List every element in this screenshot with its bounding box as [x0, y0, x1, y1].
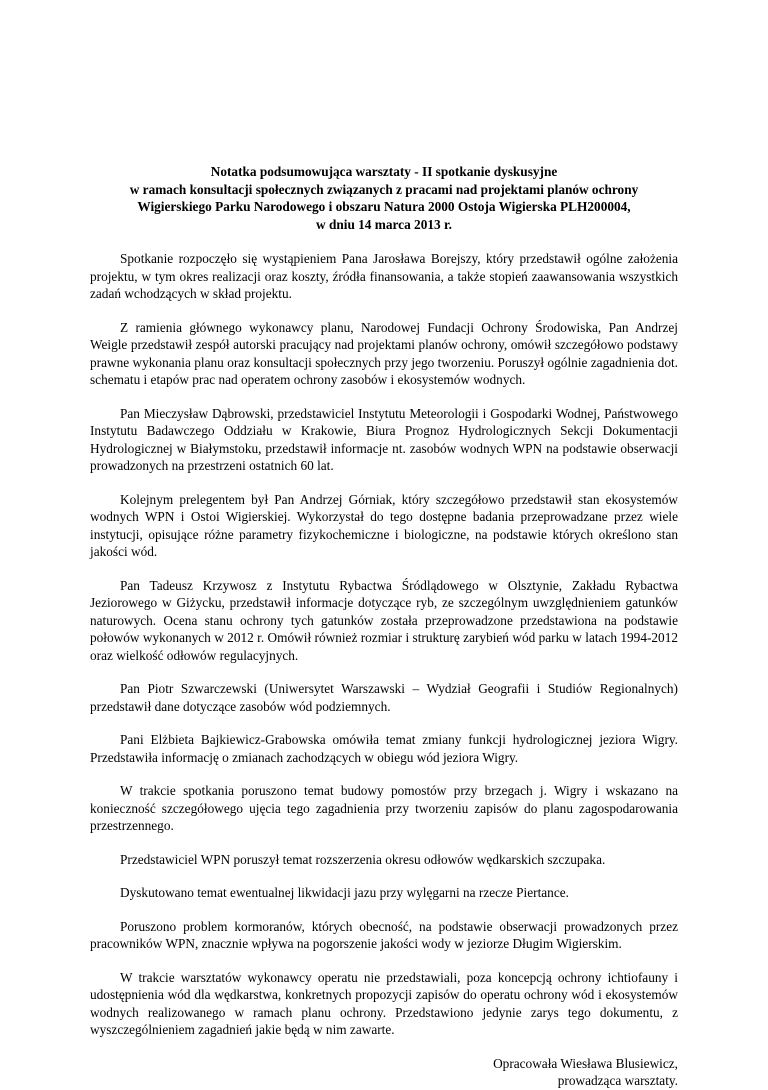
signature-line-2: prowadząca warsztaty. [557, 1073, 678, 1088]
document-page [90, 163, 678, 1090]
signature [90, 1055, 678, 1090]
paragraph-krzywosz: Pan Tadeusz Krzywosz z Instytutu Rybactwa Śródlądowego w Olsztynie, Zakładu Rybactwa Jeziorowego w Giżycku, przedstawił informacje dotyczące ryb, ze szczególnym uwzględnieniem gatunków naturowych. Ocena stanu ochrony tych gatunków została przeprowadzone przedstawiona na podstawie połowów wykonanych w 2012 r. Omówił również rozmiar i strukturę zarybień wód parku w latach 1994-2012 oraz wielkość odłowów regulacyjnych. [90, 577, 678, 663]
paragraph-summary: W trakcie warsztatów wykonawcy operatu nie przedstawiali, poza koncepcją ochrony ichtiofauny i udostępnienia wód dla wędkarstwa, konkretnych propozycji zapisów do operatu ochrony wód i ekosystemów wodnych realizowanego w ramach planu ochrony. Przedstawiono jedynie zarys tego dokumentu, z wyszczególnieniem zagadnień jakie będą w nim zawarte. [90, 969, 678, 1037]
paragraph-bajkiewicz: Pani Elżbieta Bajkiewicz-Grabowska omówiła temat zmiany funkcji hydrologicznej jeziora Wigry. Przedstawiła informację o zmianach zachodzących w obiegu wód jeziora Wigry. [90, 732, 678, 765]
title-line-1: Notatka podsumowująca warsztaty - II spotkanie dyskusyjne [210, 164, 558, 179]
paragraph-jaz: Dyskutowano temat ewentualnej likwidacji jazu przy wylęgarni na rzecze Piertance. [120, 885, 569, 900]
paragraph-szwarczewski: Pan Piotr Szwarczewski (Uniwersytet Warszawski – Wydział Geografii i Studiów Regionalnych) przedstawił dane dotyczące zasobów wód podziemnych. [90, 681, 678, 714]
title-line-2: w ramach konsultacji społecznych związanych z pracami nad projektami planów ochrony [129, 181, 639, 197]
paragraph-kormorany: Poruszono problem kormoranów, których obecność, na podstawie obserwacji prowadzonych przez pracowników WPN, znacznie wpływa na pogorszenie jakości wody w jeziorze Długim Wigierskim. [90, 918, 678, 951]
paragraph-pomosty: W trakcie spotkania poruszono temat budowy pomostów przy brzegach j. Wigry i wskazano na konieczność szczegółowego ujęcia tego zagadnienia przy tworzeniu zapisów do planu zagospodarowania przestrzennego. [90, 783, 678, 833]
paragraph-opening: Spotkanie rozpoczęło się wystąpieniem Pana Jarosława Borejszy, który przedstawił ogólne założenia projektu, w tym okres realizacji oraz koszty, źródła finansowania, a także stopień zaawansowania wszystkich zadań wchodzących w skład projektu. [90, 251, 678, 301]
document-title [90, 163, 678, 233]
signature-line-1: Opracowała Wiesława Blusiewicz, [493, 1055, 678, 1071]
paragraph-weigle: Z ramienia głównego wykonawcy planu, Narodowej Fundacji Ochrony Środowiska, Pan Andrzej Weigle przedstawił zespół autorski pracujący nad projektami planów ochrony, omówił szczegółowo podstawy prawne wykonania planu oraz konsultacji społecznych przy jego tworzeniu. Poruszył ogólnie zagadnienia dot. schematu i etapów prac nad operatem ochrony zasobów i ekosystemów wodnych. [90, 319, 678, 387]
title-line-4: w dniu 14 marca 2013 r. [316, 216, 452, 232]
paragraph-gorniak: Kolejnym prelegentem był Pan Andrzej Górniak, który szczegółowo przedstawił stan ekosystemów wodnych WPN i Ostoi Wigierskiej. Wykorzystał do tego dostępne badania przeprowadzane przez wiele instytucji, opisujące różne parametry fizykochemiczne i biologiczne, na podstawie których określono stan jakości wód. [90, 491, 678, 559]
paragraph-odlowy: Przedstawiciel WPN poruszył temat rozszerzenia okresu odłowów wędkarskich szczupaka. [120, 851, 606, 867]
title-line-3: Wigierskiego Parku Narodowego i obszaru Natura 2000 Ostoja Wigierska PLH200004, [137, 199, 631, 214]
paragraph-dabrowski: Pan Mieczysław Dąbrowski, przedstawiciel Instytutu Meteorologii i Gospodarki Wodnej, Państwowego Instytutu Badawczego Oddziału w Krakowie, Biura Prognoz Hydrologicznych Sekcji Dokumentacji Hydrologicznej w Białymstoku, przedstawił informacje nt. zasobów wodnych WPN na podstawie obserwacji prowadzonych na przestrzeni ostatnich 60 lat. [90, 405, 678, 473]
